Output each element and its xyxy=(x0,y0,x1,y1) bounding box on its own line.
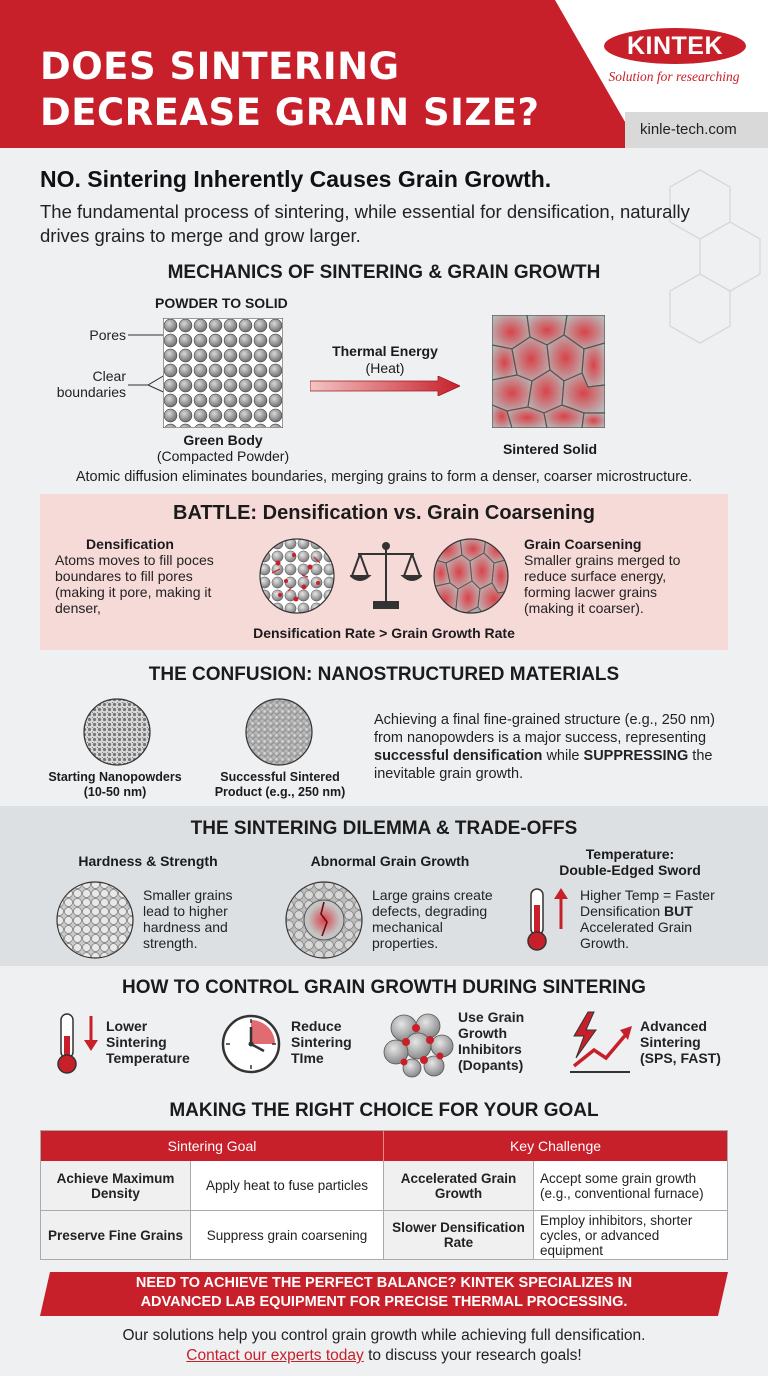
table-row-2-goal: Preserve Fine Grains xyxy=(41,1211,191,1259)
thermometer-down-icon xyxy=(55,1010,103,1078)
dilemma-heading: THE SINTERING DILEMMA & TRADE-OFFS xyxy=(190,818,578,839)
website-link[interactable]: kinle-tech.com xyxy=(640,121,737,138)
coarsening-column xyxy=(524,536,724,616)
fine-grain-circle-icon xyxy=(55,880,135,960)
densification-line-2: boundares to fill pores xyxy=(55,568,193,584)
coarsening-circle-icon xyxy=(432,537,510,615)
choice-table xyxy=(40,1130,728,1260)
densification-line-3: (making it pore, making it xyxy=(55,584,212,600)
intro-heading: NO. Sintering Inherently Causes Grain Growth. xyxy=(40,166,552,192)
clock-icon xyxy=(220,1013,282,1075)
hardness-heading: Hardness & Strength xyxy=(78,853,218,869)
densification-circle-icon xyxy=(258,537,336,615)
boundaries-callout-line2: boundaries xyxy=(56,384,126,400)
cta-banner-text: NEED TO ACHIEVE THE PERFECT BALANCE? KINTEK SPECIALIZES IN ADVANCED LAB EQUIPMENT FOR PRECISE THERMAL PROCESSING. xyxy=(135,1275,633,1310)
pores-callout: Pores xyxy=(89,327,126,343)
table-row-2-solution: Employ inhibitors, shorter cycles, or advanced equipment xyxy=(540,1212,693,1258)
abnormal-growth-text: Large grains create defects, degrading mechanical properties. xyxy=(372,887,493,951)
nanopowder-caption: Starting Nanopowders (10-50 nm) xyxy=(48,770,182,799)
heat-arrow-icon xyxy=(310,376,460,396)
table-row-2-action: Suppress grain coarsening xyxy=(191,1211,384,1259)
sintered-solid-caption: Sintered Solid xyxy=(502,441,598,457)
nanopowder-circle-icon xyxy=(82,697,152,767)
cta-line-2: Contact our experts today to discuss your research goals! xyxy=(186,1347,582,1364)
choice-heading: MAKING THE RIGHT CHOICE FOR YOUR GOAL xyxy=(169,1100,599,1121)
sintered-solid-diagram xyxy=(492,315,605,428)
contact-experts-link[interactable]: Contact our experts today xyxy=(186,1347,364,1364)
coarsening-line-2: reduce surface energy, xyxy=(524,568,667,584)
densification-line-4: denser, xyxy=(55,600,101,616)
advanced-sintering-icon xyxy=(566,1010,634,1076)
coarsening-line-4: (making it coarser). xyxy=(524,600,644,616)
control-item-lower-temp: Lower Sintering Temperature xyxy=(106,1018,190,1066)
hardness-text: Smaller grains lead to higher hardness and strength. xyxy=(143,887,233,951)
coarsening-line-3: forming lacwer grains xyxy=(524,584,658,600)
coarsening-heading: Grain Coarsening xyxy=(524,536,642,552)
sintered-product-circle-icon xyxy=(244,697,314,767)
temperature-text: Higher Temp = Faster Densification BUT Accelerated Grain Growth. xyxy=(580,887,715,951)
battle-rate-comparison: Densification Rate > Grain Growth Rate xyxy=(253,625,515,641)
abnormal-grain-circle-icon xyxy=(284,880,364,960)
table-header-goal: Sintering Goal xyxy=(41,1131,384,1161)
table-row-1-solution: Accept some grain growth (e.g., conventional furnace) xyxy=(534,1161,727,1211)
confusion-heading: THE CONFUSION: NANOSTRUCTURED MATERIALS xyxy=(148,664,620,685)
control-item-reduce-time: Reduce Sintering TIme xyxy=(291,1018,352,1066)
confusion-text: Achieving a final fine-grained structure (e.g., 250 nm) from nanopowders is a major success, representing successful densification while SUPPRESSING the inevitable grain growth. xyxy=(374,712,715,782)
page-title: DOES SINTERING DECREASE GRAIN SIZE? xyxy=(40,45,540,134)
densification-heading: Densification xyxy=(86,536,174,552)
abnormal-growth-heading: Abnormal Grain Growth xyxy=(310,853,470,869)
boundaries-callout-line1: Clear xyxy=(92,368,126,384)
inhibitor-particles-icon xyxy=(382,1010,454,1078)
table-row-1-action: Apply heat to fuse particles xyxy=(191,1161,384,1211)
control-item-advanced: Advanced Sintering (SPS, FAST) xyxy=(640,1018,721,1066)
intro-text: The fundamental process of sintering, while essential for densification, naturally drives grains to merge and grow larger. xyxy=(40,201,690,246)
kintek-logo[interactable]: KINTEK xyxy=(604,28,746,64)
mechanics-description: Atomic diffusion eliminates boundaries, merging grains to form a denser, coarser microstructure. xyxy=(75,469,693,485)
table-row-1-goal: Achieve Maximum Density xyxy=(41,1161,191,1211)
cta-line-1: Our solutions help you control grain growth while achieving full densification. xyxy=(122,1327,646,1344)
control-item-inhibitors: Use Grain Growth Inhibitors (Dopants) xyxy=(458,1009,525,1073)
balance-scale-icon xyxy=(350,538,422,612)
mechanics-heading: MECHANICS OF SINTERING & GRAIN GROWTH xyxy=(167,262,601,283)
battle-heading: BATTLE: Densification vs. Grain Coarsening xyxy=(173,502,595,524)
table-row-1-challenge: Accelerated Grain Growth xyxy=(384,1161,534,1211)
thermal-energy-label: Thermal Energy (Heat) xyxy=(332,343,438,376)
green-body-diagram xyxy=(163,318,283,428)
table-header-challenge: Key Challenge xyxy=(384,1131,727,1161)
control-heading: HOW TO CONTROL GRAIN GROWTH DURING SINTERING xyxy=(122,977,646,998)
table-row-2-challenge: Slower Densification Rate xyxy=(384,1211,534,1259)
green-body-caption: Green Body (Compacted Powder) xyxy=(156,432,290,464)
densification-column xyxy=(55,536,255,616)
densification-line-1: Atoms moves to fill poces xyxy=(55,552,214,568)
sintered-product-caption: Successful Sintered Product (e.g., 250 nm) xyxy=(214,770,346,799)
powder-to-solid-label: POWDER TO SOLID xyxy=(155,295,288,311)
coarsening-line-1: Smaller grains merged to xyxy=(524,552,681,568)
temperature-heading: Temperature: Double-Edged Sword xyxy=(559,846,701,878)
thermometer-up-icon xyxy=(525,885,573,955)
logo-tagline: Solution for researching xyxy=(608,69,740,84)
